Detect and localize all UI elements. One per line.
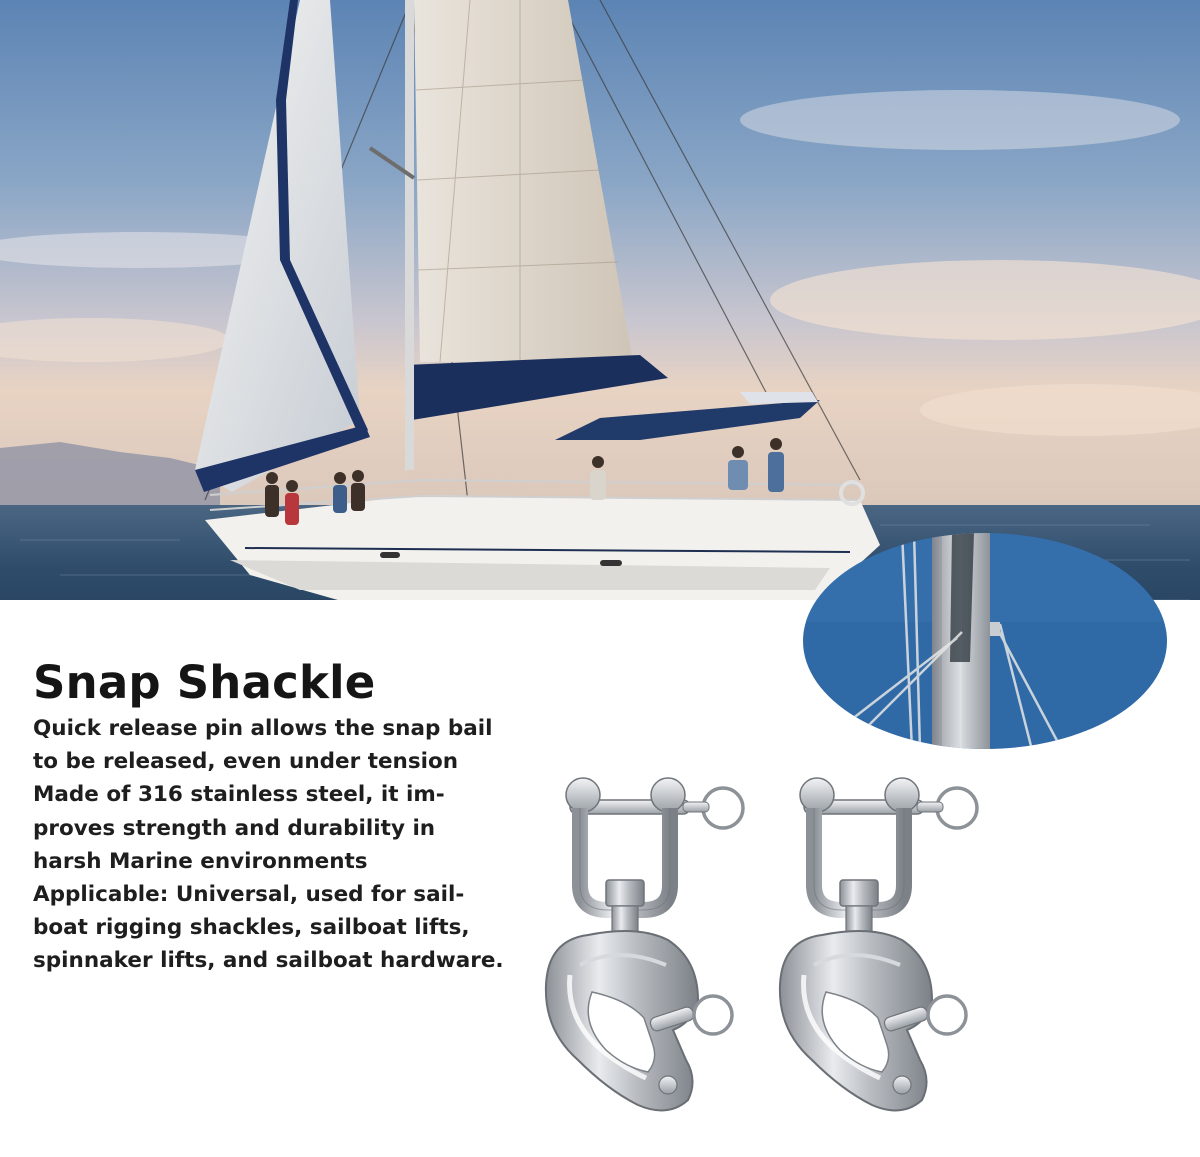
mast-rigging-inset-image <box>802 532 1168 750</box>
description-line: proves strength and durability in <box>33 815 436 841</box>
product-description <box>33 712 503 978</box>
description-line: to be released, even under tension <box>33 749 459 775</box>
snap-shackle-product-image <box>500 750 990 1153</box>
description-line: Applicable: Universal, used for sail- <box>33 882 465 908</box>
description-line: harsh Marine environments <box>33 848 368 874</box>
description-line: Made of 316 stainless steel, it im- <box>33 782 445 808</box>
description-line: boat rigging shackles, sailboat lifts, <box>33 915 470 941</box>
description-line: spinnaker lifts, and sailboat hardware. <box>33 948 504 974</box>
product-title: Snap Shackle <box>33 656 376 709</box>
description-line: Quick release pin allows the snap bail <box>33 716 493 741</box>
